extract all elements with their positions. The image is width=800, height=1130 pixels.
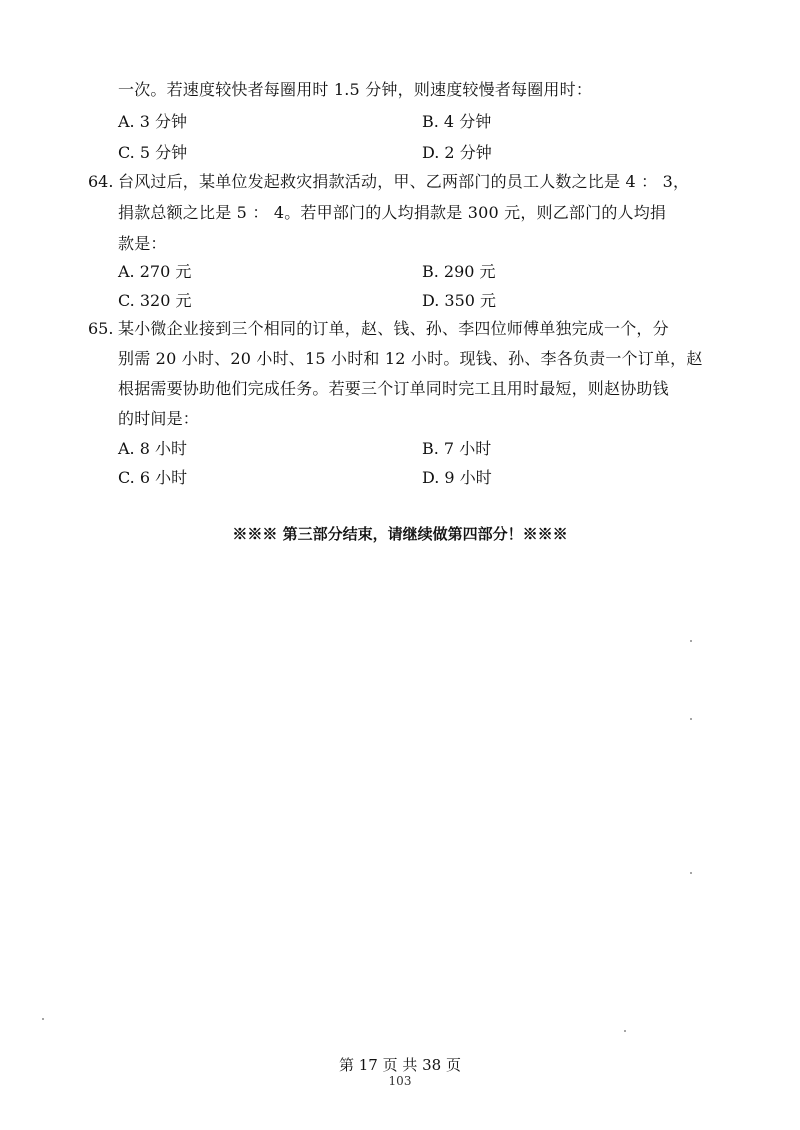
- scan-speck: [690, 640, 692, 642]
- q64-option-a: A. 270 元: [118, 262, 192, 281]
- scan-speck: [690, 872, 692, 874]
- q64-option-b: B. 290 元: [422, 262, 496, 281]
- q65-option-a: A. 8 小时: [118, 439, 187, 458]
- q64-text-line-1: 台风过后，某单位发起救灾捐款活动，甲、乙两部门的员工人数之比是 4 ： 3，: [118, 172, 690, 191]
- q63-option-a: A. 3 分钟: [118, 112, 187, 131]
- q64-number: 64.: [88, 172, 114, 191]
- q63-continuation-text: 一次。若速度较快者每圈用时 1.5 分钟，则速度较慢者每圈用时：: [118, 80, 593, 99]
- q63-option-b: B. 4 分钟: [422, 112, 492, 131]
- q65-number: 65.: [88, 319, 114, 338]
- q64-option-d: D. 350 元: [422, 291, 497, 310]
- q64-option-c: C. 320 元: [118, 291, 192, 310]
- scan-speck: [624, 1030, 626, 1032]
- q65-text-line-1: 某小微企业接到三个相同的订单，赵、钱、孙、李四位师傅单独完成一个，分: [118, 319, 669, 338]
- q65-option-b: B. 7 小时: [422, 439, 492, 458]
- q65-option-c: C. 6 小时: [118, 468, 188, 487]
- page-count-label: 第 17 页 共 38 页: [338, 1056, 461, 1074]
- scan-speck: [42, 1018, 44, 1020]
- q65-text-line-2: 别需 20 小时、20 小时、15 小时和 12 小时。现钱、孙、李各负责一个订单，赵: [118, 349, 703, 368]
- q65-text-line-3: 根据需要协助他们完成任务。若要三个订单同时完工且用时最短，则赵协助钱: [118, 379, 669, 398]
- q63-option-c: C. 5 分钟: [118, 143, 188, 162]
- q63-option-d: D. 2 分钟: [422, 143, 492, 162]
- q64-text-line-2: 捐款总额之比是 5 ： 4。若甲部门的人均捐款是 300 元，则乙部门的人均捐: [118, 203, 667, 222]
- q65-text-line-4: 的时间是：: [118, 409, 200, 428]
- page-number: 103: [388, 1074, 412, 1088]
- q64-text-line-3: 款是：: [118, 234, 167, 253]
- section-end-banner: ※※※ 第三部分结束，请继续做第四部分！※※※: [232, 525, 568, 543]
- scan-speck: [690, 718, 692, 720]
- q65-option-d: D. 9 小时: [422, 468, 492, 487]
